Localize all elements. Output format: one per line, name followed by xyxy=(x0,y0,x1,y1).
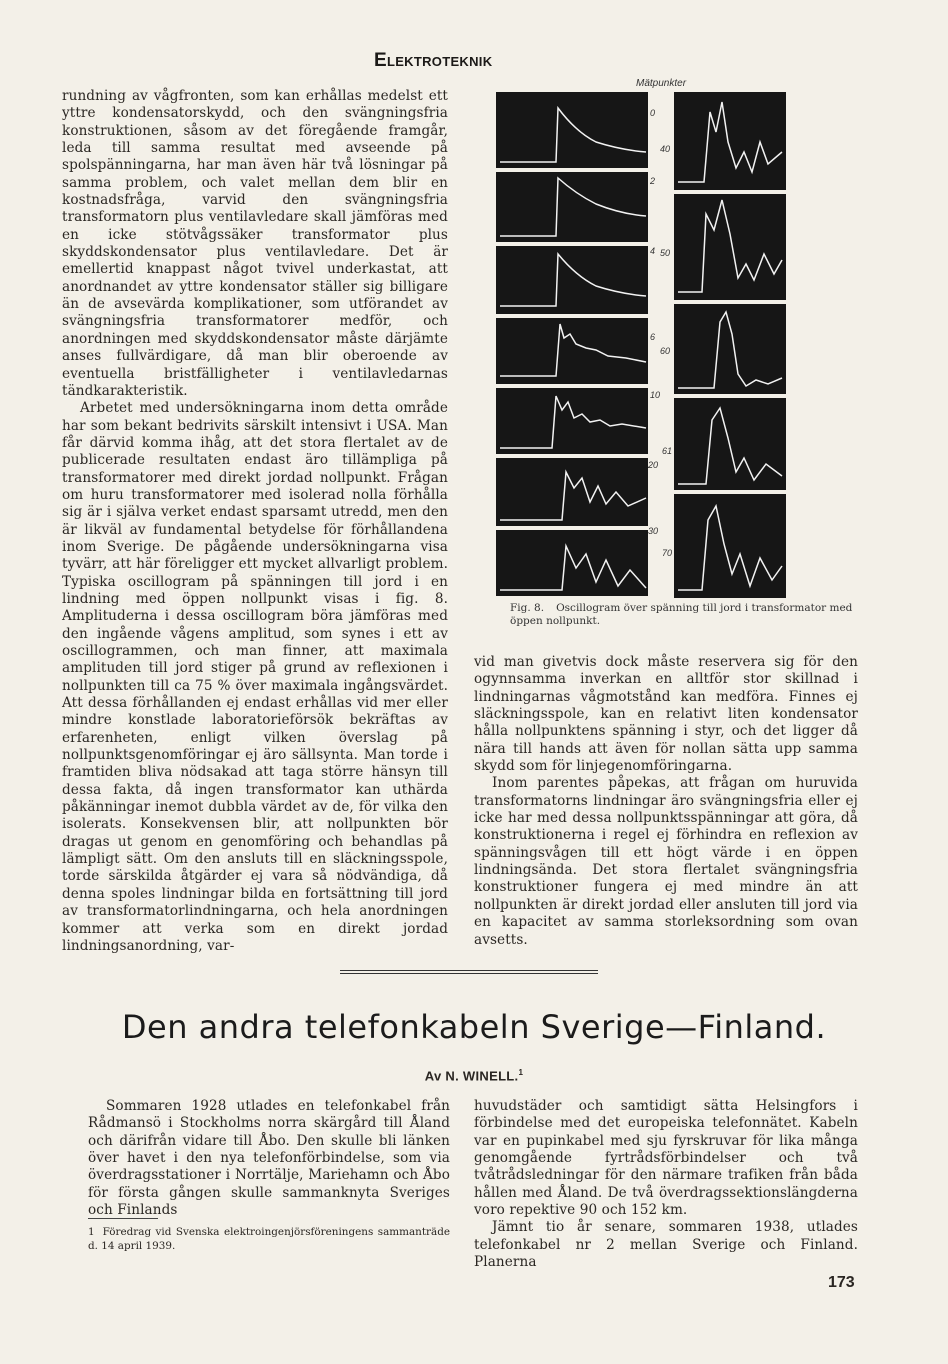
article-right-column xyxy=(474,1098,858,1271)
point-mark: 4 xyxy=(650,246,656,256)
oscillogram-panel xyxy=(674,494,786,598)
oscillogram-panel xyxy=(496,388,648,454)
paragraph: huvudstäder och samtidigt sätta Helsingfors i förbindelse med det europeiska telefonnätet. Kabeln var en pupinkabel med sju fyrskruvar för lika många genomgående fyrtrådsförbindelser och två tvåtrådsledningar för den närmare trafiken från båda hållen med Åland. De två överdragssektionslängderna voro repektive 90 och 152 km. xyxy=(474,1098,858,1219)
point-mark: 0 xyxy=(650,108,656,118)
point-mark: 70 xyxy=(662,548,673,558)
article-title: Den andra telefonkabeln Sverige—Finland. xyxy=(121,1008,827,1046)
paragraph: Arbetet med undersökningarna inom detta område har som bekant bedrivits särskilt intensivt i USA. Man får därvid komma ihåg, att det stora flertalet av de publicerade resultaten endast äro tillämpliga på transformatorer med direkt jordad nollpunkt. Frågan om huru transformatorer med isolerad nolla förhålla sig är i själva verket endast sparsamt utredd, men den är likväl av fundamental betydelse för förhållandena inom Sverige. De pågående undersökningarna visa tyvärr, att här föreligger ett mycket allvarligt problem. Typiska oscillogram på spänningen till jord i en lindning med öppen nollpunkt visas i fig. 8. Amplituderna i dessa oscillogram böra jämföras med den ingående vågens amplitud, som synes i ett av oscillogrammen, och man finner, att maximala amplituden till jord stiger på grund av reflexionen i nollpunkten till ca 75 % över maximala ingångsvärdet. Att dessa förhållanden ej endast erhållas vid mer eller mindre konstlade laboratorieförsök bekräftas av erfarenheten, enligt vilken överslag på nollpunktsgenomföringar ej äro sällsynta. Man torde i framtiden bliva nödsakad att taga större hänsyn till dessa fakta, då ingen transformator kan uthärda påkänningar inemot dubbla värdet av de, för vilka den isolerats. Konsekvensen blir, att nollpunkten bör dragas ut genom en genomföring och behandlas på lämpligt sätt. Om den ansluts till en släckningsspole, torde särskilda åtgärder ej vara så nödvändiga, då denna spoles lindningar bilda en fortsättning till jord av transformatorlindningarna, och hela anordningen kommer att verka som en direkt jordad lindningsanordning, var- xyxy=(62,400,448,954)
byline xyxy=(0,1068,948,1083)
page-number: 173 xyxy=(828,1274,855,1291)
paragraph: Jämnt tio år senare, sommaren 1938, utlades telefonkabel nr 2 mellan Sverige och Finland. Planerna xyxy=(474,1219,858,1271)
handwritten-label: Mätpunkter xyxy=(636,78,687,89)
paragraph: rundning av vågfronten, som kan erhållas medelst ett yttre kondensatorskydd, och den svängningsfria konstruktionen, såsom av det föregående framgår, leda till samma resultat med avseende på spolspänningarna, har man även här två lösningar på samma problem, och valet mellan dem blir en kostnadsfråga, varvid den svängningsfria transformatorn plus ventilavledare skall jämföras med en icke stötvågssäker transformator plus skyddskondensator plus ventilavledare. Det är emellertid knappast något tvivel underkastat, att anordnandet av yttre kondensator ställer sig billigare än de avsevärda komplikationer, som utförandet av svängningsfria transformatorer medför, och anordningen med skyddskondensator måste därjämte anses fullvärdigare, då man blir oberoende av eventuella bristfälligheter i ventilavledarnas tändkarakteristik. xyxy=(62,88,448,399)
figure-caption-text: Oscillogram över spänning till jord i transformator med öppen nollpunkt. xyxy=(510,602,853,627)
oscillogram-panel xyxy=(674,194,786,300)
figure-number: Fig. 8. xyxy=(510,602,545,614)
oscillogram-figure xyxy=(496,78,858,600)
section-divider xyxy=(340,970,598,971)
figure-caption xyxy=(510,602,862,628)
oscillogram-panel xyxy=(496,246,648,314)
byline-text: Av N. WINELL. xyxy=(424,1068,519,1084)
oscillogram-panel xyxy=(496,318,648,384)
point-mark: 60 xyxy=(660,346,671,356)
point-mark: 30 xyxy=(648,526,659,536)
right-column xyxy=(474,654,858,949)
running-header: Elektroteknik xyxy=(374,50,493,71)
oscillogram-panel xyxy=(496,530,648,596)
point-mark: 10 xyxy=(650,390,661,400)
left-column xyxy=(62,88,448,955)
point-mark: 40 xyxy=(660,144,671,154)
point-mark: 2 xyxy=(650,176,656,186)
article-left-column xyxy=(88,1098,450,1219)
paragraph: Sommaren 1928 utlades en telefonkabel från Rådmansö i Stockholms norra skärgård till Åland och därifrån vidare till Åbo. Den skulle bli länken över havet i den nya telefonförbindelse, som via överdragsstationer i Norrtälje, Mariehamn och Åbo för första gången skulle sammanknyta Sveriges och Finlands xyxy=(88,1098,450,1219)
oscillogram-panel xyxy=(496,92,648,168)
footnote-rule xyxy=(88,1218,158,1219)
footnote xyxy=(88,1226,450,1253)
oscillogram-panel xyxy=(496,172,648,242)
footnote-text: Föredrag vid Svenska elektroingenjörsföreningens sammanträde d. 14 april 1939. xyxy=(88,1226,450,1252)
point-mark: 61 xyxy=(662,446,673,456)
oscillogram-panel xyxy=(496,458,648,526)
paragraph: vid man givetvis dock måste reservera sig för den ogynnsamma inverkan en alltför stor skillnad i lindningarnas vågmotstånd kan medföra. Finnes ej släckningsspole, kan en relativt liten kondensator hålla nollpunktens spänning i styr, och det ligger då nära till hands att även för nollan sätta upp samma skydd som för linjegenomföringarna. xyxy=(474,654,858,775)
point-mark: 20 xyxy=(648,460,659,470)
footnote-ref: 1 xyxy=(518,1068,524,1077)
point-mark: 6 xyxy=(650,332,656,342)
oscillogram-panel xyxy=(674,92,786,190)
oscillogram-panel xyxy=(674,398,786,490)
section-divider xyxy=(340,973,598,974)
oscillogram-panel xyxy=(674,304,786,394)
paragraph: Inom parentes påpekas, att frågan om huruvida transformatorns lindningar äro svängningsfria eller ej icke har med dessa nollpunktsspänningar att göra, då konstruktionerna i regel ej förhindra en reflexion av spänningsvågen till ett högt värde i en öppen lindningsända. Det stora flertalet svängningsfria konstruktioner fungera ej med mindre än att nollpunkten är direkt jordad eller ansluten till jord via en kapacitet av samma storleksordning som ovan avsetts. xyxy=(474,775,858,948)
footnote-mark: 1 xyxy=(88,1226,95,1238)
point-mark: 50 xyxy=(660,248,671,258)
